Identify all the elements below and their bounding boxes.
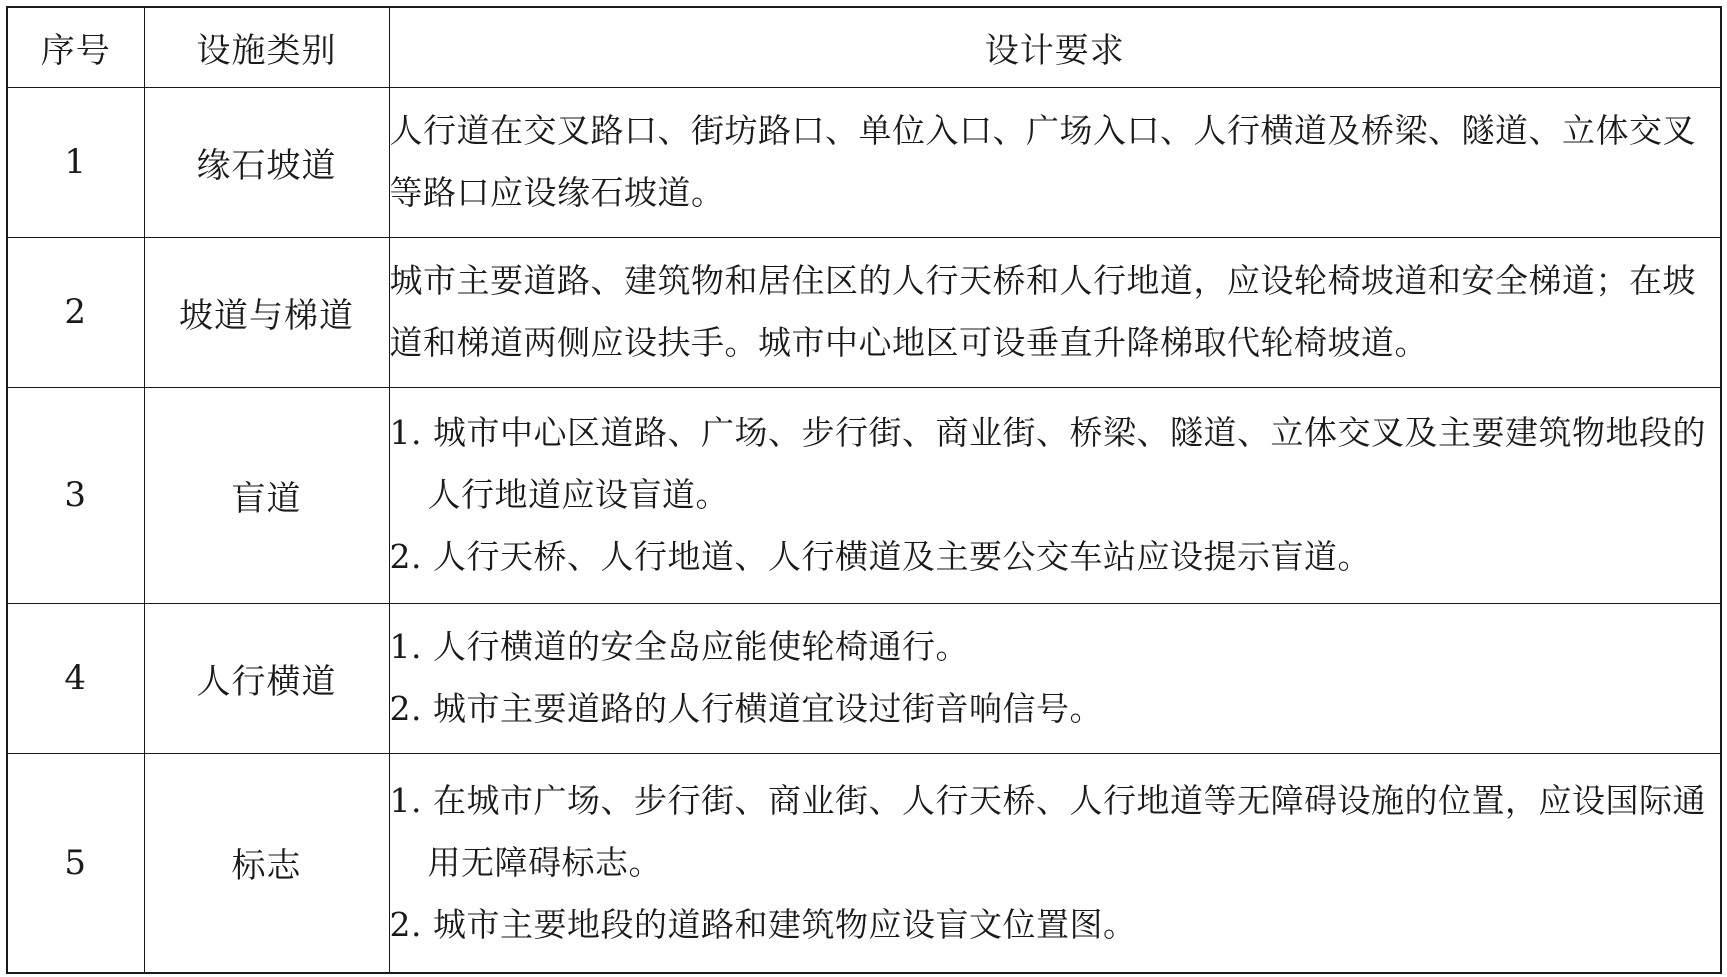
facility-type: 标志 (144, 753, 389, 973)
facility-type: 盲道 (144, 387, 389, 603)
header-design-requirement: 设计要求 (389, 7, 1721, 87)
row-number: 3 (7, 387, 144, 603)
row-number: 2 (7, 237, 144, 387)
row-number: 1 (7, 87, 144, 237)
header-no: 序号 (7, 7, 144, 87)
requirement-item: 1. 城市中心区道路、广场、步行街、商业街、桥梁、隧道、立体交叉及主要建筑物地段的人行地道应设盲道。 (389, 413, 1706, 514)
requirement-item: 城市主要道路、建筑物和居住区的人行天桥和人行地道，应设轮椅坡道和安全梯道；在坡道和梯道两侧应设扶手。城市中心地区可设垂直升降梯取代轮椅坡道。 (389, 261, 1696, 362)
design-requirement (389, 387, 1721, 603)
requirement-item: 人行道在交叉路口、街坊路口、单位入口、广场入口、人行横道及桥梁、隧道、立体交叉等路口应设缘石坡道。 (389, 111, 1696, 212)
facility-type: 缘石坡道 (144, 87, 389, 237)
header-facility-type: 设施类别 (144, 7, 389, 87)
table-row (7, 753, 1721, 973)
requirement-item: 1. 在城市广场、步行街、商业街、人行天桥、人行地道等无障碍设施的位置，应设国际通用无障碍标志。 (389, 780, 1706, 882)
design-requirements-table (6, 6, 1722, 974)
table-row (7, 237, 1721, 387)
facility-type: 人行横道 (144, 603, 389, 753)
row-number: 5 (7, 753, 144, 973)
design-requirement (389, 87, 1721, 237)
design-requirement (389, 603, 1721, 753)
design-requirement (389, 753, 1721, 973)
row-number: 4 (7, 603, 144, 753)
table-row (7, 603, 1721, 753)
requirement-item: 2. 城市主要地段的道路和建筑物应设盲文位置图。 (389, 904, 1137, 944)
requirement-item: 2. 城市主要道路的人行横道宜设过街音响信号。 (389, 689, 1103, 728)
design-requirement (389, 237, 1721, 387)
facility-type: 坡道与梯道 (144, 237, 389, 387)
requirement-item: 2. 人行天桥、人行地道、人行横道及主要公交车站应设提示盲道。 (389, 537, 1371, 576)
table-header-row (7, 7, 1721, 87)
requirement-item: 1. 人行横道的安全岛应能使轮椅通行。 (389, 627, 969, 666)
table-row (7, 387, 1721, 603)
table-row (7, 87, 1721, 237)
